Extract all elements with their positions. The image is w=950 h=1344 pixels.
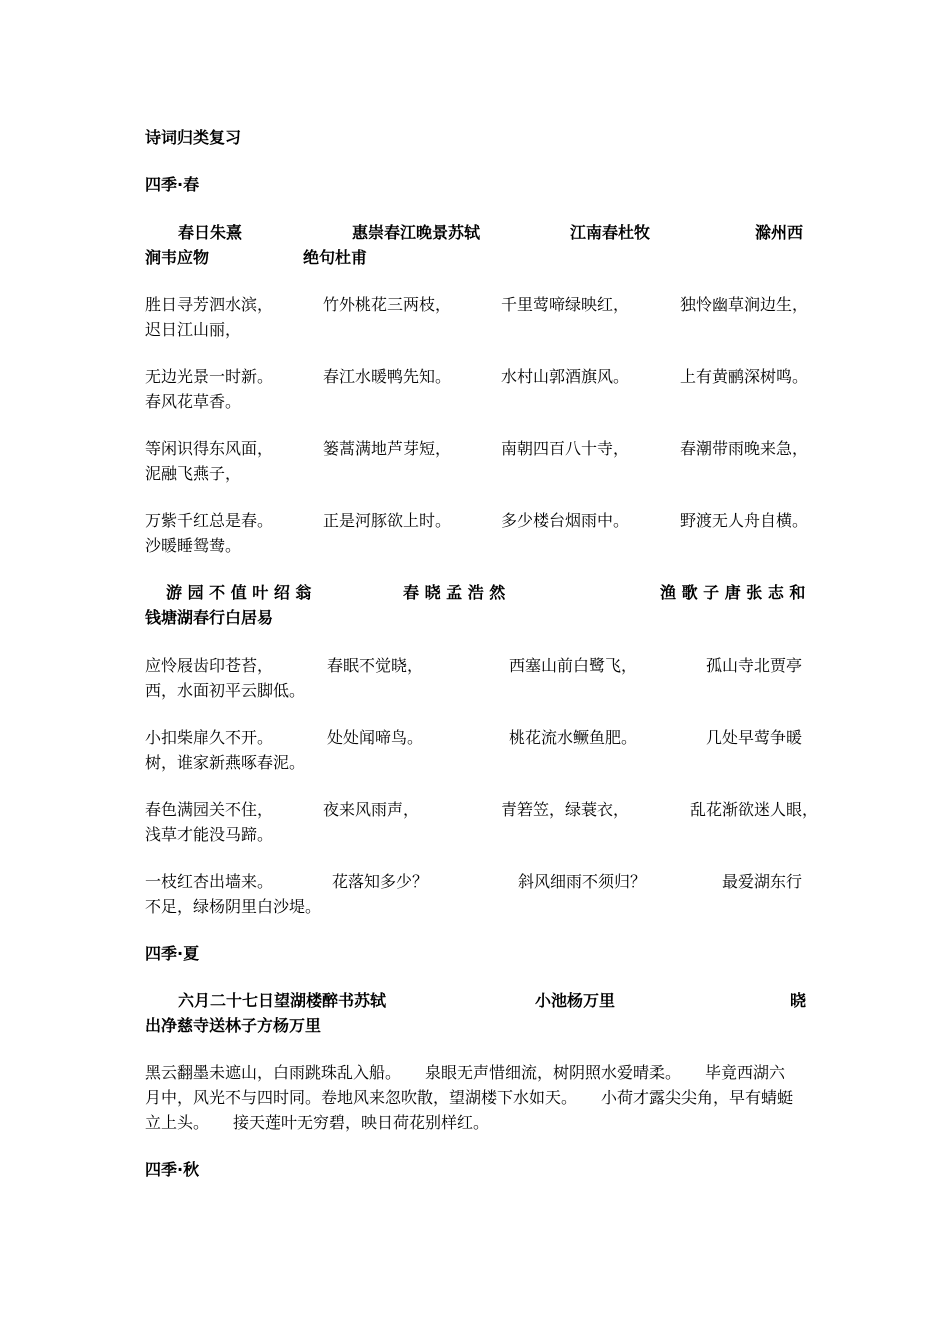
- poem-title: 晓: [790, 991, 807, 1010]
- poem-line: 一枝红杏出墙来。: [145, 872, 274, 891]
- poem-line: 浅草才能没马蹄。: [145, 825, 274, 844]
- poem-line: 处处闻啼鸟。: [327, 728, 424, 747]
- poem-title: 涧韦应物: [145, 248, 210, 267]
- poem-title: 江南春杜牧: [570, 223, 651, 242]
- section-heading-spring: 四季·春: [145, 175, 200, 194]
- poem-line: 不足，绿杨阴里白沙堤。: [145, 897, 322, 916]
- poem-line: 野渡无人舟自横。: [680, 511, 809, 530]
- poem-title: 春 晓 孟 浩 然: [403, 583, 506, 602]
- poem-line: 小扣柴扉久不开。: [145, 728, 274, 747]
- poem-line: 正是河豚欲上时。: [323, 511, 452, 530]
- poem-line: 花落知多少？: [332, 872, 429, 891]
- poem-line: 夜来风雨声，: [323, 800, 420, 819]
- poem-line: 西塞山前白鹭飞，: [509, 656, 638, 675]
- poem-line: 胜日寻芳泗水滨，: [145, 295, 274, 314]
- poem-line: 迟日江山丽，: [145, 320, 242, 339]
- poem-line: 竹外桃花三两枝，: [323, 295, 452, 314]
- section-heading-summer: 四季·夏: [145, 944, 200, 963]
- poem-paragraph-line: 黑云翻墨未遮山，白雨跳珠乱入船。 泉眼无声惜细流，树阴照水爱晴柔。 毕竟西湖六: [145, 1063, 786, 1082]
- poem-line: 独怜幽草涧边生，: [680, 295, 809, 314]
- poem-line: 青箬笠，绿蓑衣，: [501, 800, 630, 819]
- poem-line: 西，水面初平云脚低。: [145, 681, 306, 700]
- poem-line: 上有黄鹂深树鸣。: [680, 367, 809, 386]
- poem-line: 孤山寺北贾亭: [706, 656, 803, 675]
- poem-title: 钱塘湖春行白居易: [145, 608, 274, 627]
- poem-paragraph-line: 立上头。 接天莲叶无穷碧，映日荷花别样红。: [145, 1113, 490, 1132]
- poem-title: 游 园 不 值 叶 绍 翁: [166, 583, 312, 602]
- poem-line: 沙暖睡鸳鸯。: [145, 536, 242, 555]
- poem-line: 树，谁家新燕啄春泥。: [145, 753, 306, 772]
- poem-line: 春江水暖鸭先知。: [323, 367, 452, 386]
- poem-line: 篓蒿满地芦芽短，: [323, 439, 452, 458]
- poem-line: 多少楼台烟雨中。: [501, 511, 630, 530]
- poem-title: 春日朱熹: [178, 223, 243, 242]
- poem-line: 千里莺啼绿映红，: [501, 295, 630, 314]
- poem-line: 乱花渐欲迷人眼，: [690, 800, 819, 819]
- poem-title: 渔 歌 子 唐 张 志 和: [660, 583, 806, 602]
- poem-title: 小池杨万里: [535, 991, 616, 1010]
- poem-line: 等闲识得东风面，: [145, 439, 274, 458]
- poem-line: 南朝四百八十寺，: [501, 439, 630, 458]
- poem-title: 绝句杜甫: [303, 248, 368, 267]
- poem-title: 出净慈寺送林子方杨万里: [145, 1016, 322, 1035]
- poem-paragraph-line: 月中，风光不与四时同。卷地风来忽吹散，望湖楼下水如天。 小荷才露尖尖角，早有蜻蜓: [145, 1088, 794, 1107]
- doc-title: 诗词归类复习: [145, 128, 242, 147]
- poem-line: 无边光景一时新。: [145, 367, 274, 386]
- poem-line: 水村山郭酒旗风。: [501, 367, 630, 386]
- poem-line: 春色满园关不住，: [145, 800, 274, 819]
- poem-title: 惠崇春江晚景苏轼: [352, 223, 481, 242]
- poem-line: 春风花草香。: [145, 392, 242, 411]
- poem-line: 几处早莺争暖: [706, 728, 803, 747]
- poem-line: 应怜屐齿印苍苔，: [145, 656, 274, 675]
- poem-line: 最爱湖东行: [722, 872, 803, 891]
- poem-title: 滁州西: [755, 223, 804, 242]
- poem-title: 六月二十七日望湖楼醉书苏轼: [178, 991, 387, 1010]
- poem-line: 泥融飞燕子，: [145, 464, 242, 483]
- section-heading-autumn: 四季·秋: [145, 1160, 200, 1179]
- poem-line: 桃花流水鳜鱼肥。: [509, 728, 638, 747]
- poem-line: 斜风细雨不须归？: [518, 872, 647, 891]
- poem-line: 春眠不觉晓，: [327, 656, 424, 675]
- poem-line: 春潮带雨晚来急，: [680, 439, 809, 458]
- poem-line: 万紫千红总是春。: [145, 511, 274, 530]
